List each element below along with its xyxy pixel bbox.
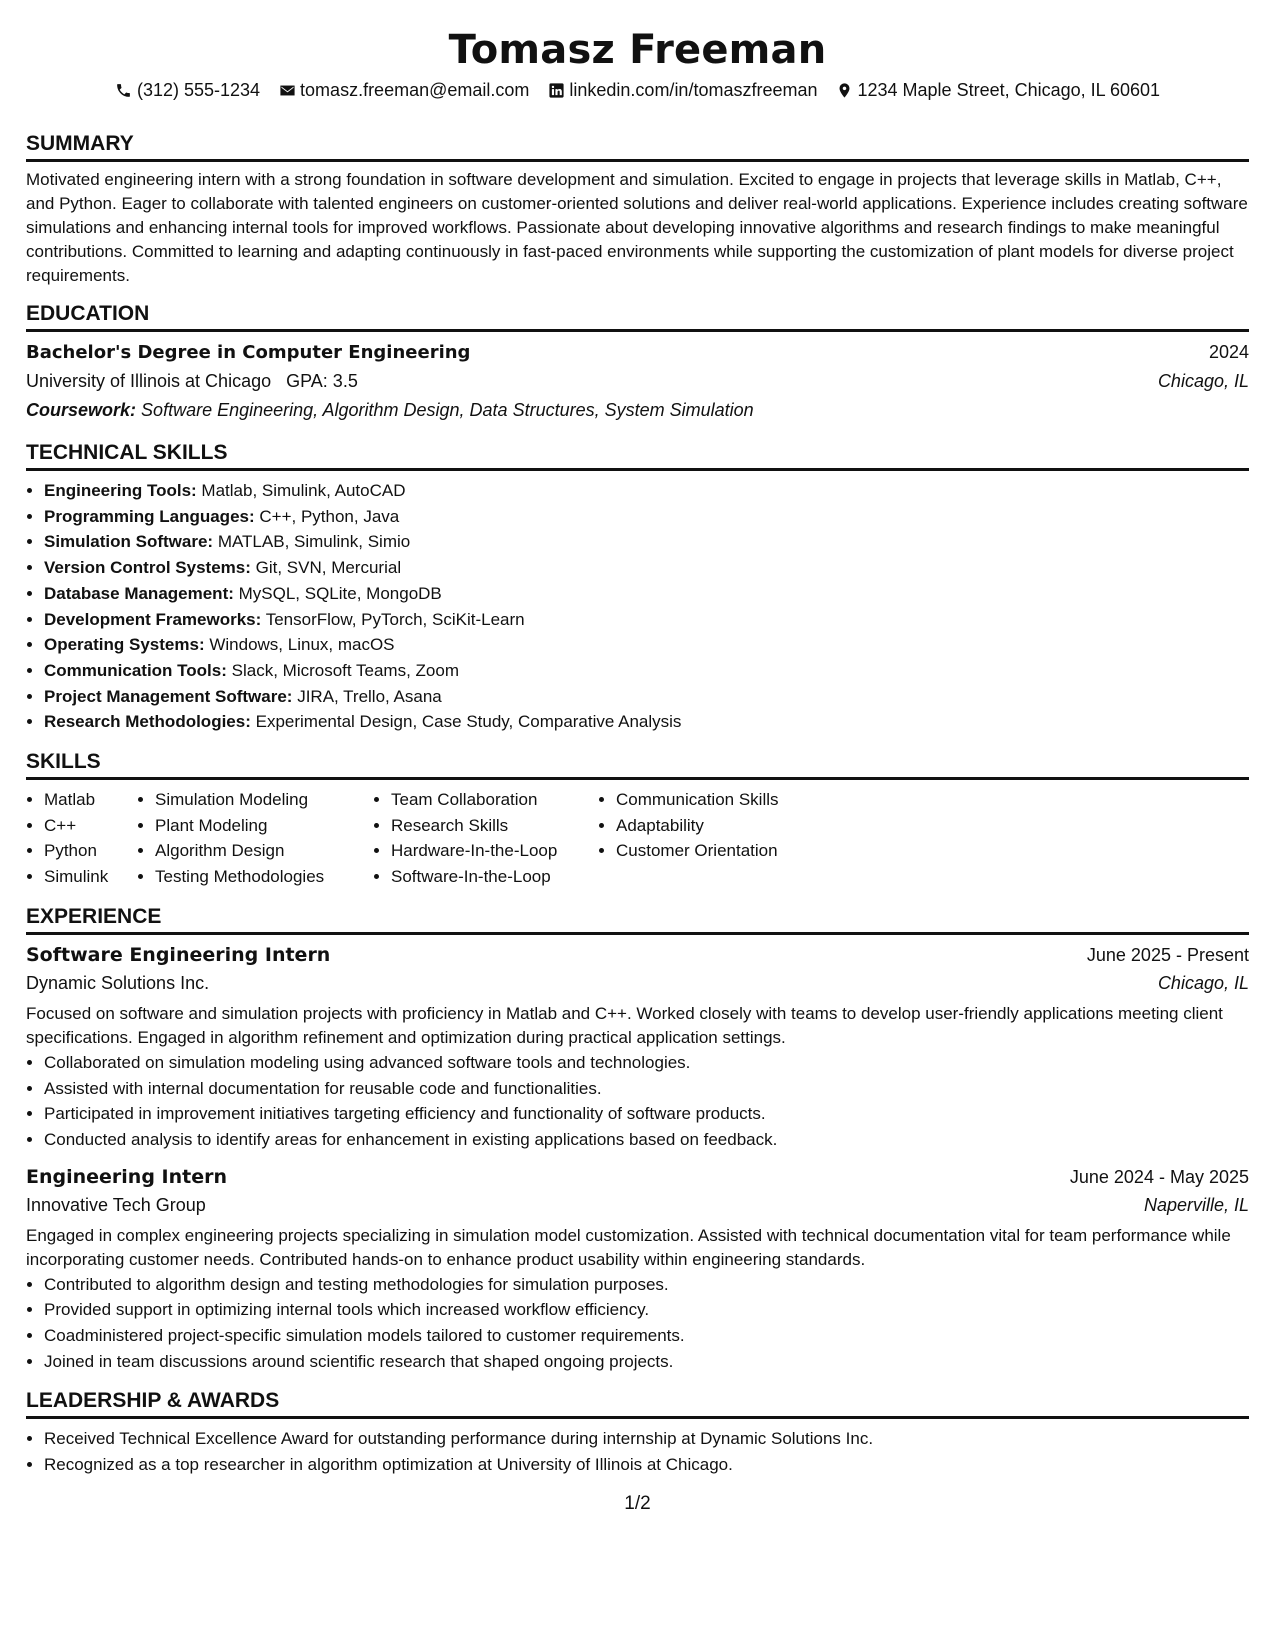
list-item: • Participated in improvement initiatives targeting efficiency and functionality of software products. [44, 1101, 1249, 1127]
list-item [44, 478, 1249, 504]
education-school-row [26, 367, 1249, 396]
skill-value: Git, SVN, Mercurial [255, 558, 402, 578]
job-company-row [26, 969, 1249, 998]
section-title: TECHNICAL SKILLS [26, 440, 1249, 471]
list-item: • Customer Orientation [616, 838, 836, 864]
list-item: • Communication Skills [616, 787, 836, 813]
phone-text: (312) 555-1234 [136, 80, 261, 100]
list-item: • Simulation Modeling [155, 787, 373, 813]
coursework-line [26, 396, 1249, 425]
job-summary: Engaged in complex engineering projects specializing in simulation model customization. Assisted with technical documentation vital for team performance while incorporating customer needs. Contributed hands-on to enhance product usability within engineering standards. [26, 1225, 1231, 1269]
address-text: 1234 Maple Street, Chicago, IL 60601 [857, 80, 1161, 100]
skill-value: Slack, Microsoft Teams, Zoom [231, 660, 459, 680]
leadership-section [26, 1388, 1249, 1477]
list-item [44, 555, 1249, 581]
list-item: • Simulink [44, 864, 137, 890]
list-item: • Conducted analysis to identify areas for enhancement in existing applications based on feedback. [44, 1127, 1249, 1153]
school-name: University of Illinois at Chicago [26, 371, 272, 391]
skill-label: Project Management Software: [44, 686, 293, 706]
list-item: • Adaptability [616, 813, 836, 839]
list-item: • Collaborated on simulation modeling using advanced software tools and technologies. [44, 1050, 1249, 1076]
list-item: • Plant Modeling [155, 813, 373, 839]
map-pin-icon [836, 81, 854, 99]
list-item: • Joined in team discussions around scientific research that shaped ongoing projects. [44, 1349, 1249, 1375]
list-item: • Recognized as a top researcher in algorithm optimization at University of Illinois at Chicago. [44, 1452, 1249, 1478]
skills-columns [26, 787, 1249, 890]
list-item: • Hardware-In-the-Loop [391, 838, 598, 864]
list-item: • Assisted with internal documentation for reusable code and functionalities. [44, 1076, 1249, 1102]
job-location: Chicago, IL [1157, 972, 1249, 993]
list-item: • C++ [44, 813, 137, 839]
education-section [26, 301, 1249, 425]
job-location: Naperville, IL [1143, 1194, 1249, 1215]
list-item [44, 529, 1249, 555]
technical-skills-list [26, 478, 1249, 735]
list-item: • Python [44, 838, 137, 864]
skill-label: Research Methodologies: [44, 712, 251, 732]
list-item [44, 632, 1249, 658]
skill-label: Communication Tools: [44, 660, 227, 680]
phone-icon [115, 81, 133, 99]
summary-text: Motivated engineering intern with a strong foundation in software development and simulation. Excited to engage in projects that leverage skills in Matlab, C++, and Python. Eager to collaborate with talented engineers on customer-oriented solutions and deliver real-world applications. Experience includes creating software simulations and enhancing internal tools for improved workflows. Passionate about developing innovative algorithms and research findings to make meaningful contributions. Committed to learning and adapting continuously in fast-paced environments while supporting the customization of plant models for diverse project requirements. [26, 170, 1248, 285]
degree-title: Bachelor's Degree in Computer Engineering [26, 342, 471, 363]
skill-label: Version Control Systems: [44, 558, 251, 578]
skills-column [26, 787, 137, 890]
coursework-list: Software Engineering, Algorithm Design, Data Structures, System Simulation [141, 400, 754, 420]
job-header-row [26, 1163, 1249, 1191]
skill-value: Experimental Design, Case Study, Comparative Analysis [255, 712, 682, 732]
list-item [44, 504, 1249, 530]
section-title: SKILLS [26, 749, 1249, 780]
list-item [44, 658, 1249, 684]
list-item: • Research Skills [391, 813, 598, 839]
coursework-label: Coursework: [26, 400, 137, 420]
list-item: • Software-In-the-Loop [391, 864, 598, 890]
skills-section [26, 749, 1249, 890]
section-title: LEADERSHIP & AWARDS [26, 1388, 1249, 1419]
job-role: Software Engineering Intern [26, 943, 331, 966]
skill-value: Matlab, Simulink, AutoCAD [201, 481, 406, 500]
summary-section [26, 131, 1249, 288]
gpa: GPA: 3.5 [286, 371, 358, 391]
skill-value: MATLAB, Simulink, Simio [217, 532, 411, 552]
school-line [26, 367, 358, 396]
skills-column [137, 787, 373, 890]
list-item: • Coadministered project-specific simulation models tailored to customer requirements. [44, 1323, 1249, 1349]
envelope-icon [278, 81, 296, 99]
list-item: • Testing Methodologies [155, 864, 373, 890]
list-item [44, 684, 1249, 710]
skill-value: TensorFlow, PyTorch, SciKit-Learn [265, 609, 525, 629]
skill-value: JIRA, Trello, Asana [297, 686, 442, 706]
skill-value: C++, Python, Java [259, 506, 400, 526]
skills-column [598, 787, 836, 890]
skill-label: Simulation Software: [44, 532, 214, 552]
contact-email[interactable] [278, 78, 529, 102]
leadership-list [26, 1426, 1249, 1477]
job-header-row [26, 941, 1249, 969]
candidate-name: Tomasz Freeman [448, 27, 827, 73]
job-bullets [26, 1272, 1249, 1375]
job-bullets [26, 1050, 1249, 1153]
skill-label: Operating Systems: [44, 635, 205, 655]
job-entry [26, 1163, 1249, 1375]
linkedin-text: linkedin.com/in/tomaszfreeman [569, 80, 818, 100]
section-title: EDUCATION [26, 301, 1249, 332]
contact-linkedin[interactable] [547, 78, 817, 102]
list-item: • Matlab [44, 787, 137, 813]
linkedin-icon [547, 81, 565, 99]
list-item: • Provided support in optimizing internal tools which increased workflow efficiency. [44, 1297, 1249, 1323]
skill-label: Programming Languages: [44, 506, 255, 526]
section-title: EXPERIENCE [26, 904, 1249, 935]
page-number: 1/2 [624, 1493, 651, 1514]
job-role: Engineering Intern [26, 1165, 228, 1188]
contact-bar [26, 78, 1249, 102]
skill-label: Engineering Tools: [44, 481, 197, 500]
email-text: tomasz.freeman@email.com [300, 80, 530, 100]
job-dates: June 2024 - May 2025 [1069, 1166, 1249, 1187]
job-company: Innovative Tech Group [26, 1194, 206, 1215]
list-item [44, 607, 1249, 633]
job-entry [26, 941, 1249, 1153]
technical-skills-section [26, 440, 1249, 735]
skill-label: Database Management: [44, 583, 234, 603]
contact-address [836, 78, 1161, 102]
list-item: • Contributed to algorithm design and testing methodologies for simulation purposes. [44, 1272, 1249, 1298]
degree-year: 2024 [1208, 342, 1249, 362]
skill-value: MySQL, SQLite, MongoDB [238, 583, 442, 603]
experience-section [26, 904, 1249, 1375]
contact-phone[interactable] [115, 78, 260, 102]
list-item [44, 709, 1249, 735]
job-company: Dynamic Solutions Inc. [26, 972, 210, 993]
skills-column [373, 787, 598, 890]
education-header-row [26, 338, 1249, 367]
list-item [44, 581, 1249, 607]
job-company-row [26, 1191, 1249, 1220]
skill-label: Development Frameworks: [44, 609, 262, 629]
job-summary: Focused on software and simulation projects with proficiency in Matlab and C++. Worked closely with teams to develop user-friendly applications meeting client specifications. Engaged in algorithm refinement and optimization during practical application settings. [26, 1003, 1223, 1047]
section-title: SUMMARY [26, 131, 1249, 162]
job-dates: June 2025 - Present [1086, 944, 1249, 965]
list-item: • Algorithm Design [155, 838, 373, 864]
resume-page [26, 0, 1249, 1478]
skill-value: Windows, Linux, macOS [209, 635, 395, 655]
list-item: • Team Collaboration [391, 787, 598, 813]
school-location: Chicago, IL [1157, 371, 1249, 391]
list-item: • Received Technical Excellence Award for outstanding performance during internship at Dynamic Solutions Inc. [44, 1426, 1249, 1452]
